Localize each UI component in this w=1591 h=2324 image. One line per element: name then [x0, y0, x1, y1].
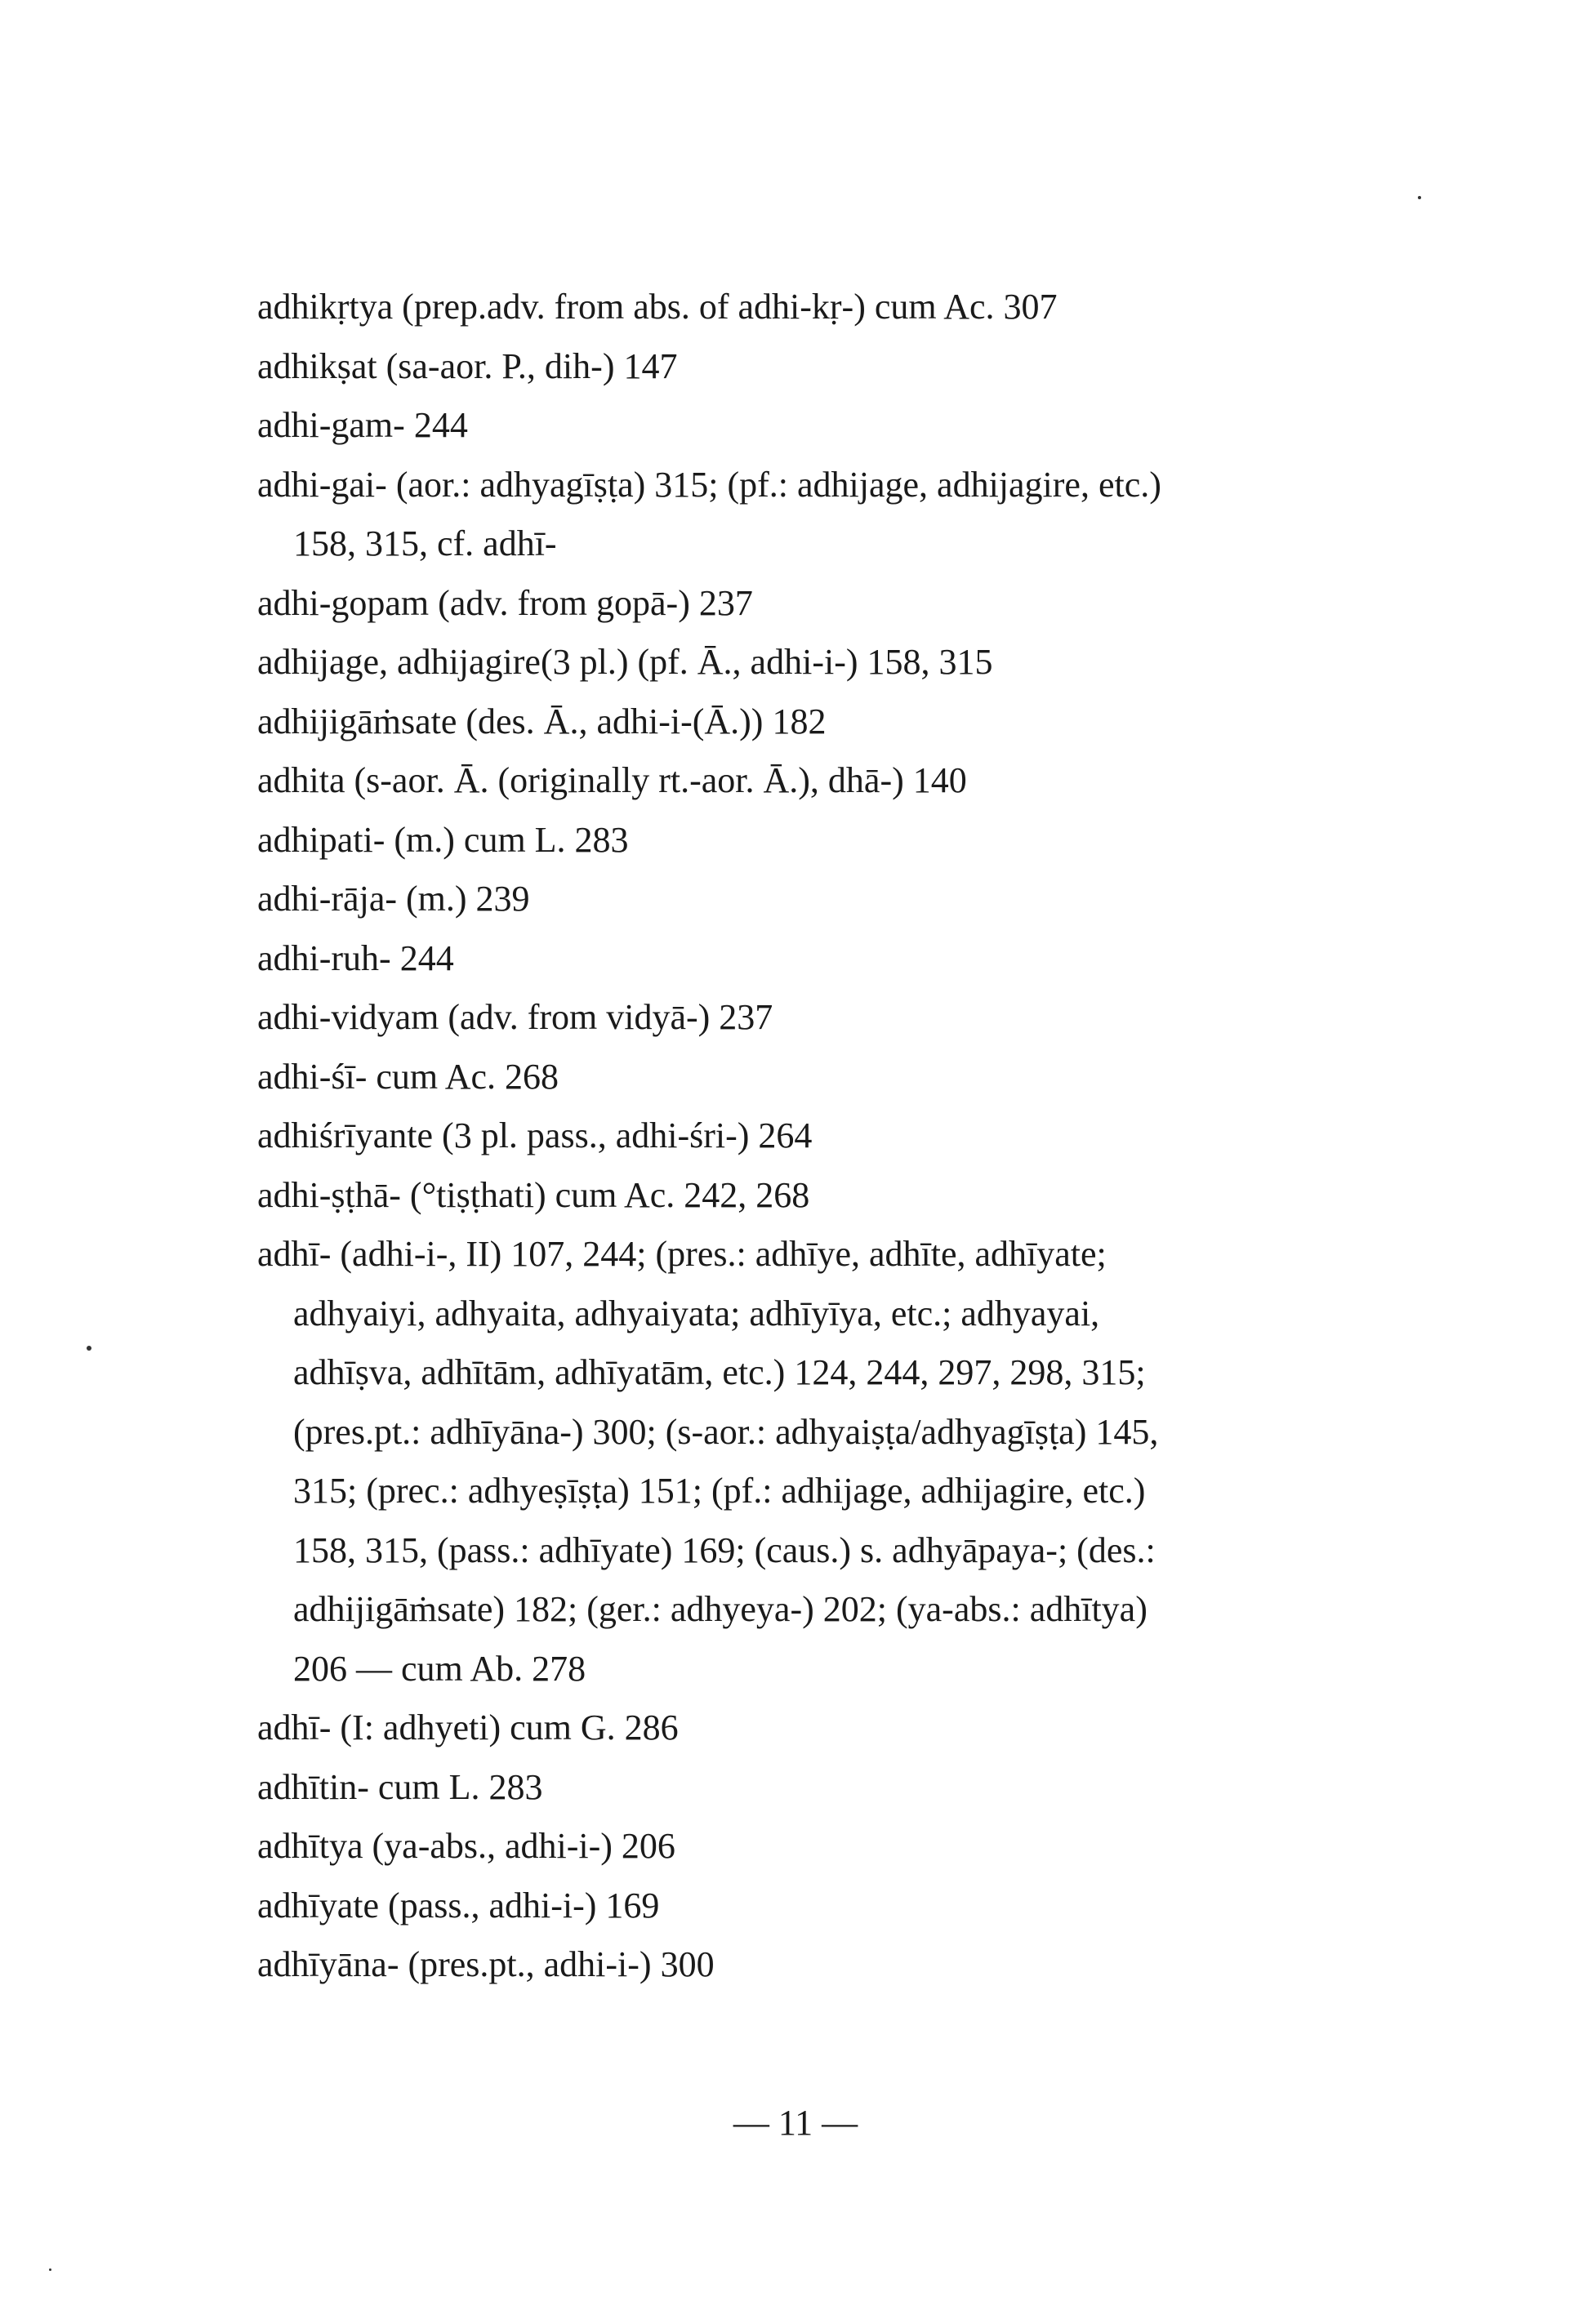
page-number: — 11 — [733, 2103, 858, 2143]
entry-continuation: 206 — cum Ab. 278 [293, 1648, 586, 1689]
entry-continuation: adhyaiyi, adhyaita, adhyaiyata; adhīyīya, etc.; adhyayai, [293, 1293, 1100, 1333]
entry-continuation: (pres.pt.: adhīyāna-) 300; (s-aor.: adhyaiṣṭa/adhyagīṣṭa) 145, [293, 1411, 1159, 1452]
entry-headline: adhijage, adhijagire(3 pl.) (pf. Ā., adhi-i-) 158, 315 [257, 642, 993, 682]
entry-continuation: 158, 315, cf. adhī- [293, 523, 557, 563]
entry-headline: adhi-śī- cum Ac. 268 [257, 1056, 559, 1097]
index-entry-list [257, 278, 1384, 1995]
index-entry [257, 1048, 1384, 1107]
entry-continuation: 315; (prec.: adhyeṣīṣṭa) 151; (pf.: adhijage, adhijagire, etc.) [293, 1471, 1146, 1511]
entry-headline: adhi-gam- 244 [257, 405, 468, 445]
scan-speck [1418, 196, 1421, 199]
entry-headline: adhī- (I: adhyeti) cum G. 286 [257, 1707, 679, 1747]
index-entry [257, 633, 1384, 692]
entry-headline: adhīyate (pass., adhi-i-) 169 [257, 1885, 660, 1926]
index-entry [257, 278, 1384, 337]
entry-headline: adhi-ṣṭhā- (°tiṣṭhati) cum Ac. 242, 268 [257, 1174, 810, 1215]
index-entry [257, 396, 1384, 456]
entry-headline: adhī- (adhi-i-, II) 107, 244; (pres.: adhīye, adhīte, adhīyate; [257, 1234, 1107, 1274]
entry-headline: adhi-gopam (adv. from gopā-) 237 [257, 582, 753, 623]
scan-speck [87, 1346, 91, 1351]
entry-continuation: 158, 315, (pass.: adhīyate) 169; (caus.) s. adhyāpaya-; (des.: [293, 1529, 1156, 1570]
entry-continuation: adhijigāṁsate) 182; (ger.: adhyeya-) 202; (ya-abs.: adhītya) [293, 1589, 1148, 1629]
entry-continuation: adhīṣva, adhītām, adhīyatām, etc.) 124, 244, 297, 298, 315; [293, 1352, 1146, 1392]
entry-headline: adhiśrīyante (3 pl. pass., adhi-śri-) 264 [257, 1115, 813, 1155]
index-entry [257, 929, 1384, 989]
entry-headline: adhīyāna- (pres.pt., adhi-i-) 300 [257, 1944, 715, 1984]
index-entry [257, 456, 1384, 574]
entry-headline: adhītya (ya-abs., adhi-i-) 206 [257, 1826, 675, 1866]
index-entry [257, 337, 1384, 397]
index-entry [257, 1106, 1384, 1166]
index-entry [257, 692, 1384, 752]
index-entry [257, 1225, 1384, 1698]
entry-headline: adhipati- (m.) cum L. 283 [257, 819, 629, 860]
index-entry [257, 870, 1384, 929]
scan-speck [49, 2268, 51, 2271]
entry-headline: adhikṣat (sa-aor. P., dih-) 147 [257, 345, 678, 386]
index-entry [257, 1817, 1384, 1877]
index-entry [257, 1698, 1384, 1758]
index-entry [257, 574, 1384, 634]
entry-headline: adhi-vidyam (adv. from vidyā-) 237 [257, 997, 773, 1037]
index-entry [257, 988, 1384, 1048]
entry-headline: adhītin- cum L. 283 [257, 1766, 543, 1807]
index-entry [257, 1935, 1384, 1995]
index-entry [257, 1166, 1384, 1226]
entry-headline: adhi-rāja- (m.) 239 [257, 879, 530, 919]
entry-headline: adhi-ruh- 244 [257, 937, 454, 978]
entry-headline: adhikṛtya (prep.adv. from abs. of adhi-kṛ-) cum Ac. 307 [257, 287, 1058, 327]
entry-headline: adhita (s-aor. Ā. (originally rt.-aor. Ā.), dhā-) 140 [257, 760, 967, 800]
entry-headline: adhijigāṁsate (des. Ā., adhi-i-(Ā.)) 182 [257, 701, 827, 741]
index-entry [257, 1877, 1384, 1936]
entry-headline: adhi-gai- (aor.: adhyagīṣṭa) 315; (pf.: adhijage, adhijagire, etc.) [257, 464, 1161, 505]
index-entry [257, 811, 1384, 870]
index-entry [257, 1758, 1384, 1818]
index-entry [257, 751, 1384, 811]
